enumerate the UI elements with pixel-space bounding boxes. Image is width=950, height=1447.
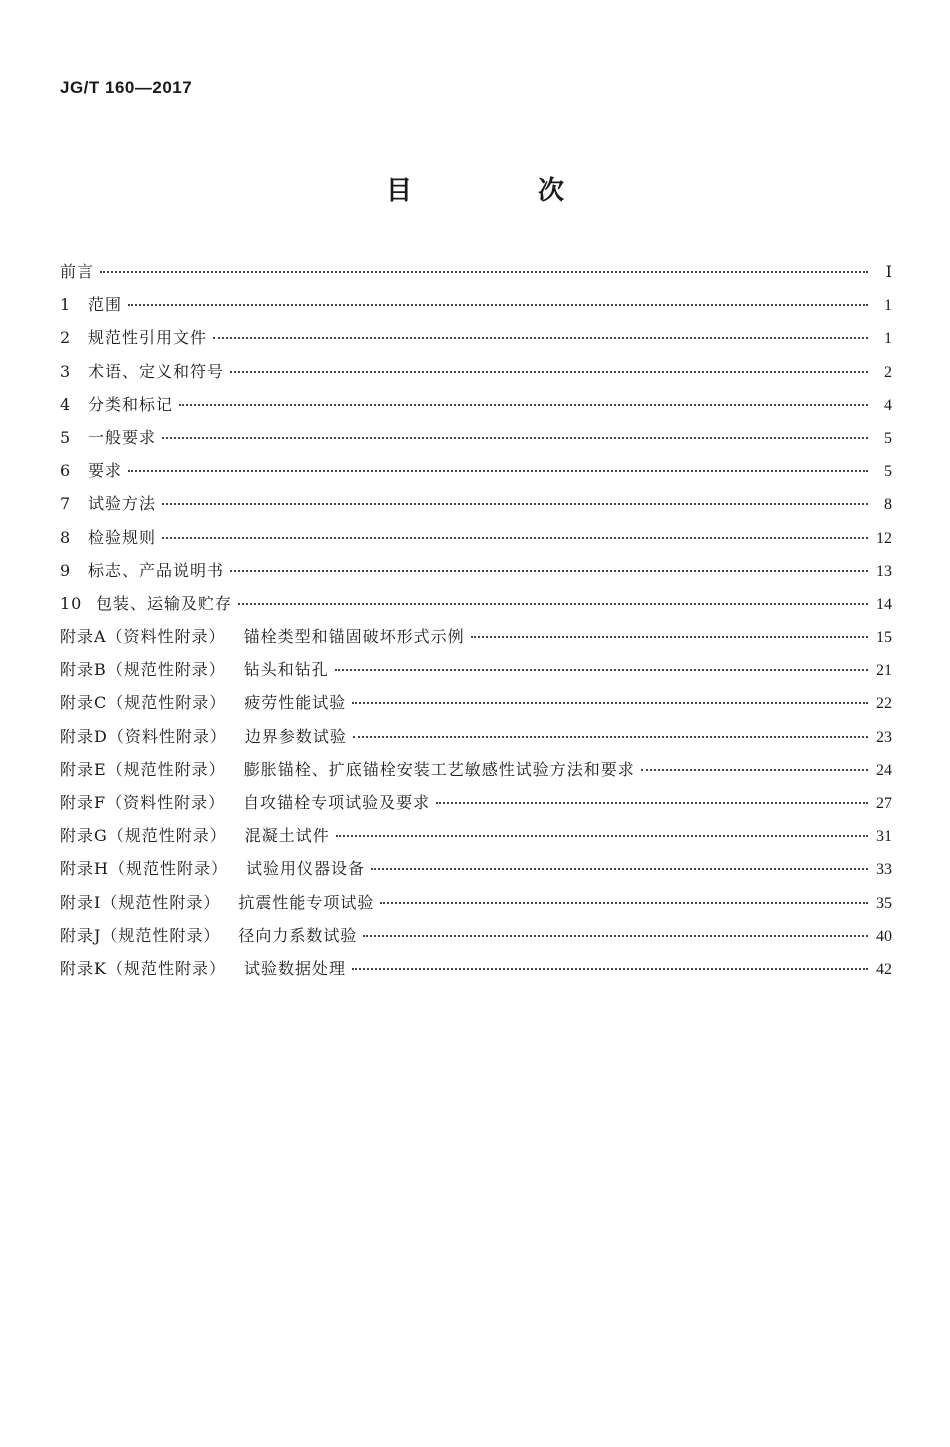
toc-appendix-id: 附录K（规范性附录）: [60, 958, 226, 978]
toc-entry-page: 13: [876, 562, 892, 580]
toc-appendix-label: [60, 852, 365, 885]
toc-entry-page: 14: [876, 595, 892, 613]
toc-entry-number: 10: [60, 593, 83, 613]
toc-entry-page: 21: [876, 662, 892, 680]
toc-entry-page: 1: [884, 297, 892, 315]
toc-entry-1[interactable]: [60, 288, 892, 321]
toc-leader-dots: [363, 935, 868, 937]
toc-entry-title: 包装、运输及贮存: [96, 593, 233, 613]
toc-appendix-label: [60, 819, 330, 852]
toc-appendix-id: 附录G（规范性附录）: [60, 826, 227, 846]
toc-appendix-k[interactable]: [60, 952, 892, 985]
toc-appendix-e[interactable]: [60, 753, 892, 786]
toc-entry-label: [60, 454, 122, 487]
toc-entry-5[interactable]: [60, 421, 892, 454]
toc-entry-page: 15: [876, 629, 892, 647]
toc-appendix-label: [60, 653, 329, 686]
toc-appendix-id: 附录D（资料性附录）: [60, 726, 227, 746]
toc-entry-page: 5: [884, 463, 892, 481]
toc-entry-title: 前言: [60, 262, 95, 281]
toc-leader-dots: [238, 603, 868, 605]
toc-appendix-id: 附录C（规范性附录）: [60, 693, 227, 713]
toc-entry-page: 1: [884, 330, 892, 348]
toc-leader-dots: [336, 835, 868, 837]
toc-leader-dots: [641, 769, 868, 771]
toc-appendix-b[interactable]: [60, 653, 892, 686]
toc-entry-number: 1: [60, 295, 72, 315]
toc-entry-preface[interactable]: [60, 255, 892, 288]
toc-entry-label: [60, 554, 224, 587]
toc-entry-page: 2: [884, 363, 892, 381]
toc-entry-3[interactable]: [60, 355, 892, 388]
toc-leader-dots: [352, 702, 868, 704]
toc-leader-dots: [230, 371, 868, 373]
toc-appendix-id: 附录B（规范性附录）: [60, 660, 226, 680]
toc-appendix-title: 钻头和钻孔: [243, 660, 329, 680]
toc-appendix-title: 试验数据处理: [243, 958, 346, 978]
toc-appendix-label: [60, 952, 346, 985]
toc-entry-label: [60, 587, 232, 620]
toc-appendix-title: 膨胀锚栓、扩底锚栓安装工艺敏感性试验方法和要求: [243, 759, 635, 779]
toc-leader-dots: [162, 537, 868, 539]
toc-appendix-title: 混凝土试件: [244, 826, 330, 846]
table-of-contents: [60, 255, 892, 985]
toc-entry-page: 5: [884, 429, 892, 447]
toc-leader-dots: [162, 503, 868, 505]
toc-appendix-title: 试验用仪器设备: [245, 859, 365, 879]
toc-appendix-id: 附录H（规范性附录）: [60, 859, 228, 879]
toc-entry-label: [60, 521, 156, 554]
toc-entry-page: 22: [876, 695, 892, 713]
toc-entry-label: [60, 321, 207, 354]
toc-entry-7[interactable]: [60, 487, 892, 520]
toc-entry-label: [60, 355, 224, 388]
toc-leader-dots: [371, 868, 868, 870]
toc-appendix-i[interactable]: [60, 886, 892, 919]
toc-appendix-a[interactable]: [60, 620, 892, 653]
toc-entry-10[interactable]: [60, 587, 892, 620]
toc-leader-dots: [353, 736, 868, 738]
toc-entry-page: 12: [876, 529, 892, 547]
toc-entry-number: 2: [60, 328, 72, 348]
toc-appendix-id: 附录I（规范性附录）: [60, 892, 221, 912]
toc-entry-6[interactable]: [60, 454, 892, 487]
toc-entry-label: [60, 421, 156, 454]
toc-appendix-h[interactable]: [60, 852, 892, 885]
toc-entry-title: 范围: [88, 295, 123, 315]
toc-appendix-f[interactable]: [60, 786, 892, 819]
toc-entry-label: [60, 388, 173, 421]
toc-appendix-label: [60, 720, 347, 753]
toc-appendix-title: 抗震性能专项试验: [238, 892, 375, 912]
toc-leader-dots: [335, 669, 868, 671]
toc-entry-number: 7: [60, 494, 72, 514]
toc-entry-label: [60, 288, 122, 321]
toc-appendix-j[interactable]: [60, 919, 892, 952]
toc-entry-title: 检验规则: [88, 527, 157, 547]
toc-appendix-id: 附录F（资料性附录）: [60, 793, 226, 812]
toc-entry-number: 5: [60, 427, 72, 447]
toc-entry-page: 42: [876, 960, 892, 978]
toc-leader-dots: [436, 802, 868, 804]
toc-entry-title: 要求: [88, 461, 123, 481]
document-code: JG/T 160—2017: [60, 78, 193, 97]
toc-entry-title: 术语、定义和符号: [88, 361, 225, 381]
toc-appendix-label: [60, 620, 465, 653]
toc-entry-number: 8: [60, 527, 72, 547]
toc-appendix-id: 附录J（规范性附录）: [60, 925, 221, 945]
toc-leader-dots: [100, 271, 868, 273]
toc-entry-number: 3: [60, 361, 72, 381]
toc-entry-8[interactable]: [60, 521, 892, 554]
toc-leader-dots: [380, 902, 868, 904]
toc-entry-number: 4: [60, 394, 72, 414]
toc-entry-page: Ⅰ: [885, 264, 892, 281]
toc-entry-number: 6: [60, 461, 72, 481]
toc-appendix-label: [60, 753, 635, 786]
toc-appendix-label: [60, 919, 357, 952]
toc-entry-title: 试验方法: [88, 494, 157, 514]
toc-entry-page: 40: [876, 927, 892, 945]
toc-entry-page: 27: [876, 795, 892, 812]
toc-entry-title: 一般要求: [88, 427, 157, 447]
toc-entry-page: 8: [884, 496, 892, 514]
toc-appendix-title: 径向力系数试验: [238, 925, 358, 945]
toc-appendix-label: [60, 886, 374, 919]
toc-entry-page: 24: [876, 761, 892, 779]
toc-appendix-label: [60, 686, 346, 719]
toc-appendix-d[interactable]: [60, 720, 892, 753]
toc-leader-dots: [352, 968, 868, 970]
toc-appendix-g[interactable]: [60, 819, 892, 852]
toc-leader-dots: [128, 470, 868, 472]
toc-entry-page: 35: [876, 894, 892, 912]
toc-appendix-title: 边界参数试验: [244, 726, 347, 746]
toc-appendix-title: 自攻锚栓专项试验及要求: [243, 793, 431, 812]
toc-entry-9[interactable]: [60, 554, 892, 587]
toc-appendix-title: 疲劳性能试验: [244, 693, 347, 713]
toc-entry-page: 4: [884, 396, 892, 414]
toc-leader-dots: [230, 570, 868, 572]
toc-entry-title: 分类和标记: [88, 394, 174, 414]
toc-entry-page: 31: [876, 828, 892, 846]
toc-appendix-label: [60, 786, 430, 819]
toc-leader-dots: [213, 337, 868, 339]
toc-leader-dots: [471, 636, 868, 638]
toc-entry-4[interactable]: [60, 388, 892, 421]
toc-entry-page: 33: [876, 861, 892, 879]
toc-leader-dots: [162, 437, 868, 439]
toc-appendix-title: 锚栓类型和锚固破坏形式示例: [243, 627, 465, 647]
toc-leader-dots: [179, 404, 868, 406]
toc-appendix-id: 附录A（资料性附录）: [60, 627, 226, 647]
toc-entry-number: 9: [60, 560, 72, 580]
toc-entry-title: 规范性引用文件: [88, 328, 208, 348]
toc-appendix-id: 附录E（规范性附录）: [60, 759, 226, 779]
toc-entry-label: [60, 255, 94, 288]
toc-title: 目 次: [385, 176, 614, 206]
toc-leader-dots: [128, 304, 868, 306]
toc-entry-title: 标志、产品说明书: [88, 560, 225, 580]
toc-entry-label: [60, 487, 156, 520]
toc-appendix-c[interactable]: [60, 686, 892, 719]
toc-entry-2[interactable]: [60, 321, 892, 354]
toc-entry-page: 23: [876, 728, 892, 746]
